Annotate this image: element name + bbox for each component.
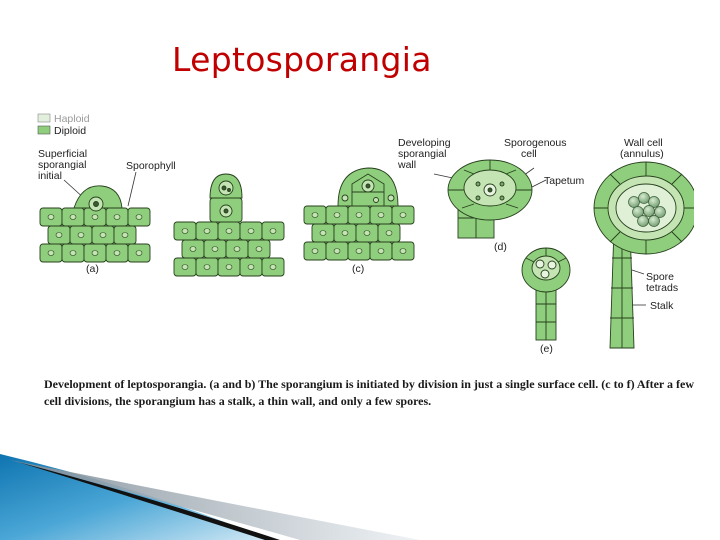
cell-nucleus [256,247,262,252]
cell-nucleus [248,265,254,270]
panel-label-d: (d) [494,241,507,253]
cell-nucleus [70,251,76,256]
cell-nucleus [114,251,120,256]
cell-nucleus [190,247,196,252]
legend-haploid-label: Haploid [54,113,90,125]
cell-nucleus [356,249,362,254]
decorative-swoosh [0,450,720,540]
cell-nucleus [234,247,240,252]
cell-nucleus [212,247,218,252]
panel-f-mature-sporangium [594,162,694,348]
panel-b-tissue [174,222,284,276]
cell-nucleus [312,213,318,218]
cell-nucleus [136,215,142,220]
panel-b-dividing-cells [210,174,242,222]
cell-nucleus [312,249,318,254]
cell-nucleus [92,215,98,220]
cell-nucleus [342,231,348,236]
figure-caption: Development of leptosporangia. (a and b) The sporangium is initiated by division in just a single surface cell. (c to f) After a few cell divisions, the sporangium has a stalk, a thin wall, and only a few spores. [44,377,694,408]
cell-nucleus [78,233,84,238]
label-spore-tetrads: Spore tetrads [646,271,679,294]
cell-nucleus [114,215,120,220]
cell-nucleus [378,249,384,254]
cell-nucleus [70,215,76,220]
cell-nucleus [226,229,232,234]
cell-nucleus [248,229,254,234]
panel-label-c: (c) [352,263,365,275]
cell-nucleus [182,229,188,234]
slide-title: Leptosporangia [172,40,432,79]
cell-nucleus [270,229,276,234]
label-wall-cell: Wall cell (annulus) [620,137,664,160]
label-tapetum: Tapetum [544,175,585,187]
label-developing-wall: Developing sporangial wall [398,137,451,171]
legend [38,113,90,137]
panel-c-tissue [304,206,414,260]
cell-nucleus [182,265,188,270]
cell-nucleus [100,233,106,238]
cell-nucleus [204,229,210,234]
cell-nucleus [56,233,62,238]
cell-nucleus [92,251,98,256]
cell-nucleus [48,251,54,256]
panel-c-sporangium [338,168,398,206]
cell-nucleus [378,213,384,218]
cell-nucleus [386,231,392,236]
panel-e-sporangium [522,248,570,340]
panel-label-a: (a) [86,263,99,275]
cell-nucleus [364,231,370,236]
panel-d-developing-sporangium [448,160,532,238]
cell-nucleus [136,251,142,256]
leptosporangia-figure [34,108,694,370]
cell-nucleus [122,233,128,238]
cell-nucleus [400,249,406,254]
panel-a-tissue [40,208,150,262]
cell-nucleus [356,213,362,218]
legend-swatch-diploid [38,126,50,134]
cell-nucleus [48,215,54,220]
cell-nucleus [334,213,340,218]
cell-nucleus [270,265,276,270]
cell-nucleus [334,249,340,254]
cell-nucleus [204,265,210,270]
legend-diploid-label: Diploid [54,125,87,137]
label-sporogenous-cell: Sporogenous cell [504,137,567,160]
panel-label-e: (e) [540,343,553,355]
cell-nucleus [226,265,232,270]
panel-a-sporangial-initial [74,186,122,211]
label-superficial-initial: Superficial sporangial initial [38,148,88,182]
cell-nucleus [320,231,326,236]
label-stalk: Stalk [650,300,674,312]
label-sporophyll: Sporophyll [126,160,176,172]
cell-nucleus [400,213,406,218]
legend-swatch-haploid [38,114,50,122]
